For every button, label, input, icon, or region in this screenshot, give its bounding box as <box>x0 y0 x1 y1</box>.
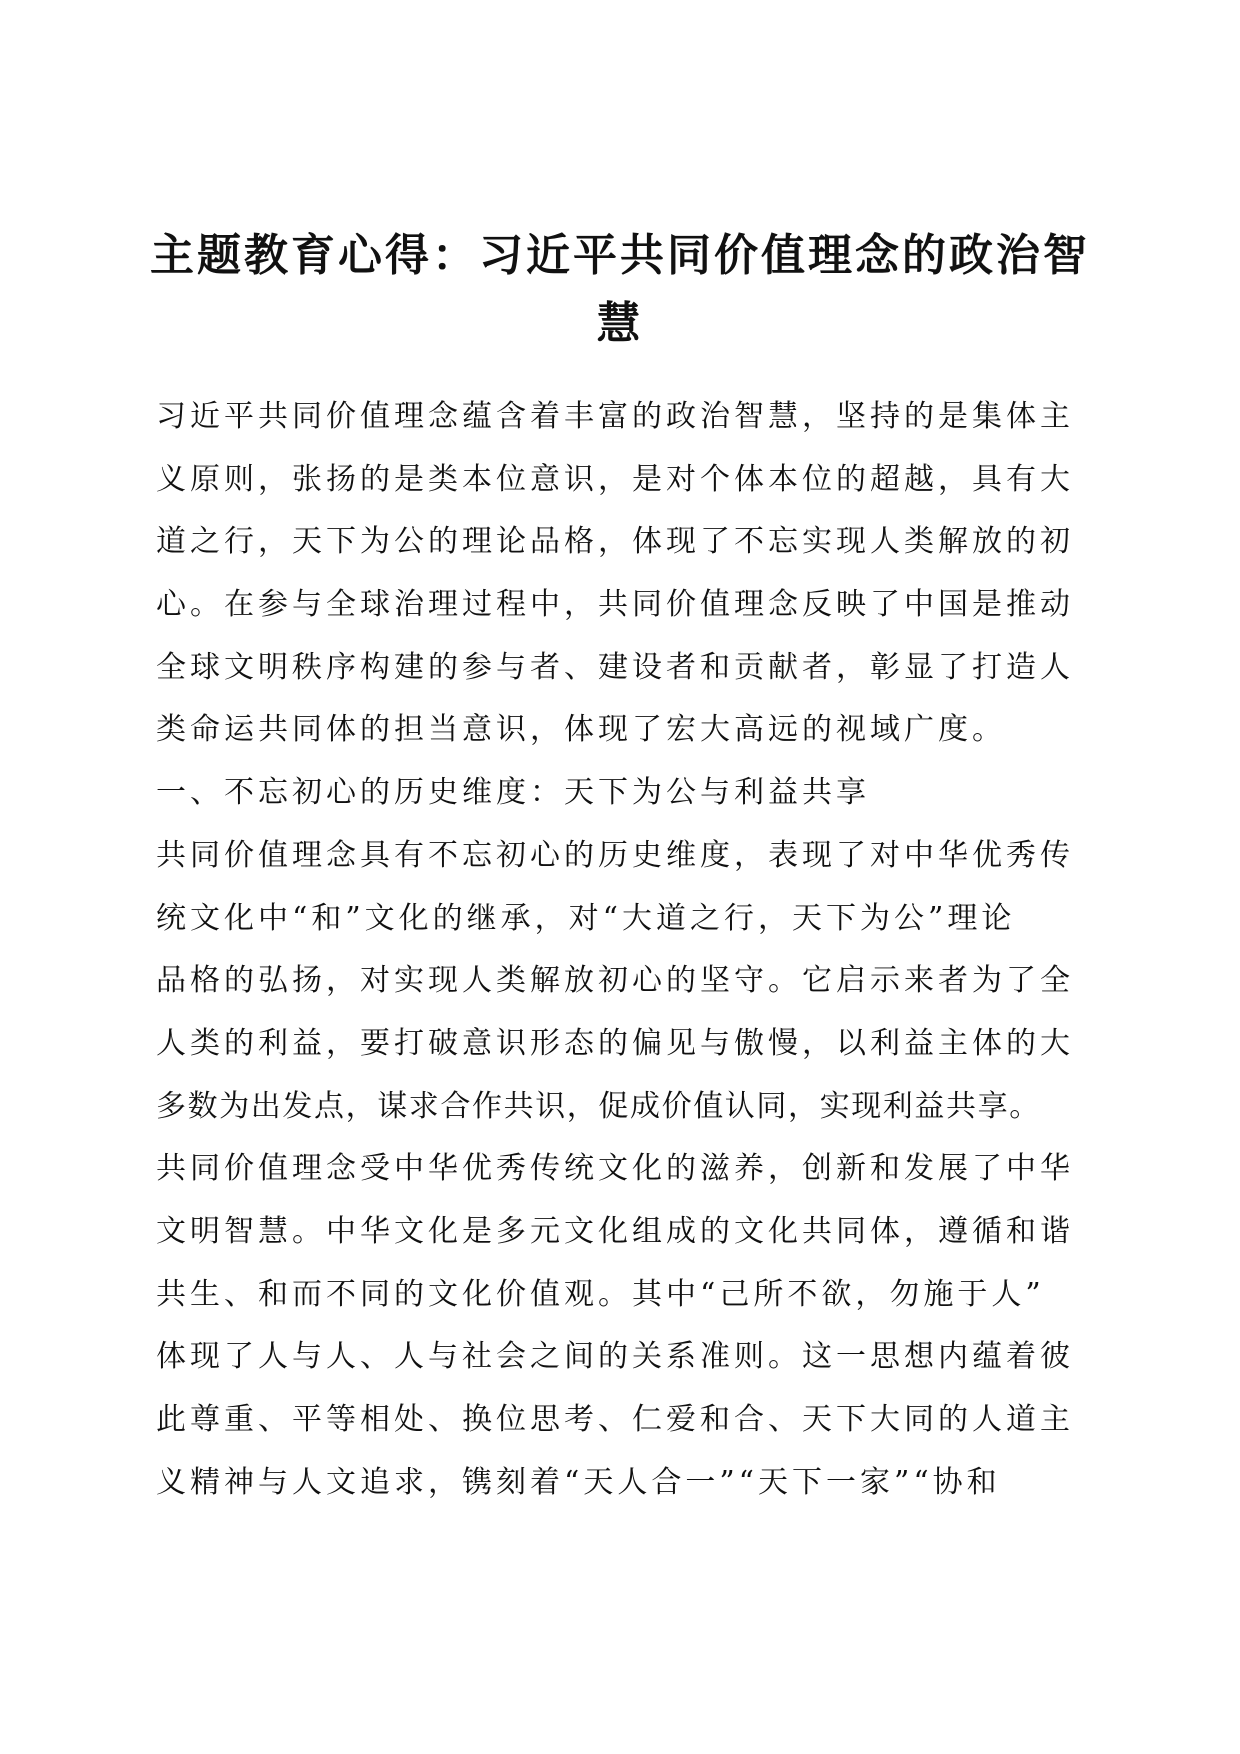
body-line: 文明智慧。中华文化是多元文化组成的文化共同体，遵循和谐 <box>156 1213 1074 1249</box>
body-line: 共生、和而不同的文化价值观。其中“己所不欲，勿施于人” <box>156 1276 1045 1312</box>
body-line: 体现了人与人、人与社会之间的关系准则。这一思想内蕴着彼 <box>156 1339 1074 1375</box>
body-line: 类命运共同体的担当意识，体现了宏大高远的视域广度。 <box>156 712 1006 748</box>
body-line: 义原则，张扬的是类本位意识，是对个体本位的超越，具有大 <box>156 461 1074 497</box>
document-body <box>156 386 1116 1514</box>
body-line: 共同价值理念受中华优秀传统文化的滋养，创新和发展了中华 <box>156 1151 1074 1187</box>
body-line: 道之行，天下为公的理论品格，体现了不忘实现人类解放的初 <box>156 524 1074 560</box>
body-line: 人类的利益，要打破意识形态的偏见与傲慢，以利益主体的大 <box>156 1025 1074 1061</box>
section-heading: 一、不忘初心的历史维度：天下为公与利益共享 <box>156 775 870 811</box>
body-line: 心。在参与全球治理过程中，共同价值理念反映了中国是推动 <box>156 587 1074 623</box>
body-line: 品格的弘扬，对实现人类解放初心的坚守。它启示来者为了全 <box>156 963 1074 999</box>
body-line: 此尊重、平等相处、换位思考、仁爱和合、天下大同的人道主 <box>156 1402 1074 1437</box>
title-line-1: 主题教育心得：习近平共同价值理念的政治智 <box>150 230 1090 281</box>
document-title <box>150 222 1090 358</box>
title-line-2: 慧 <box>596 298 644 349</box>
body-line: 共同价值理念具有不忘初心的历史维度，表现了对中华优秀传 <box>156 837 1074 873</box>
body-line: 全球文明秩序构建的参与者、建设者和贡献者，彰显了打造人 <box>156 649 1074 685</box>
body-line: 义精神与人文追求，镌刻着“天人合一”“天下一家”“协和 <box>156 1464 1001 1500</box>
body-line: 习近平共同价值理念蕴含着丰富的政治智慧，坚持的是集体主 <box>156 399 1074 434</box>
body-line: 统文化中“和”文化的继承，对“大道之行，天下为公”理论 <box>156 900 1016 936</box>
body-line: 多数为出发点，谋求合作共识，促成价值认同，实现利益共享。 <box>156 1088 1041 1124</box>
